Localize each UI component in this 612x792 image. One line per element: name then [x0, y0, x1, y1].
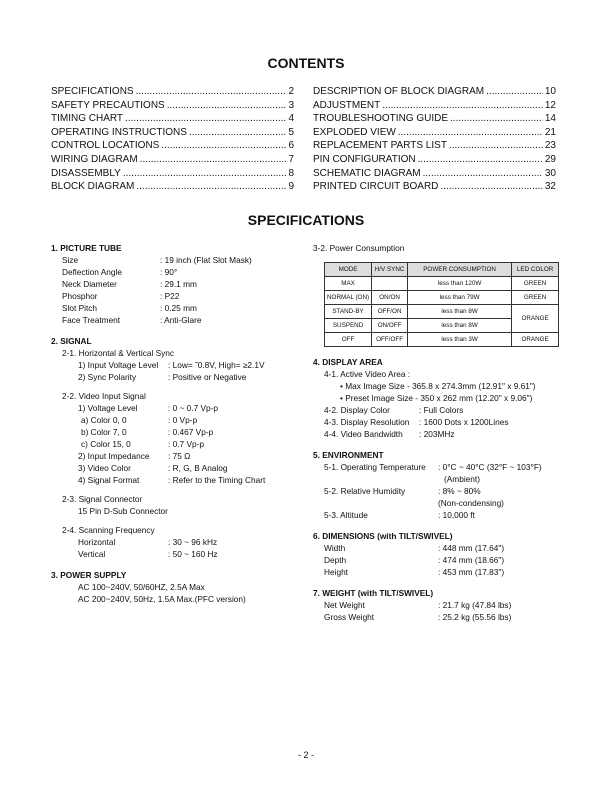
- connector-value: 15 Pin D-Sub Connector: [78, 506, 168, 516]
- power-consumption-heading: 3-2. Power Consumption: [313, 243, 405, 253]
- spec-row: Deflection Angle : 90°: [62, 267, 178, 277]
- spec-left-column: [51, 242, 301, 605]
- spec-row: 2) Input Impedance : 75 Ω: [78, 451, 191, 461]
- toc-entry[interactable]: [51, 153, 294, 167]
- spec-right-column: [313, 242, 563, 623]
- spec-row: Vertical : 50 ~ 160 Hz: [78, 549, 218, 559]
- table-row: SUSPEND ON/OFF less than 8W: [325, 319, 559, 333]
- toc-label: BLOCK DIAGRAM: [51, 181, 135, 193]
- toc-page: 29: [544, 153, 556, 165]
- spec-row: Gross Weight : 25.2 kg (55.56 lbs): [324, 612, 512, 622]
- sync-subheading: 2-1. Horizontal & Vertical Sync: [62, 348, 175, 358]
- toc-label: ADJUSTMENT: [313, 99, 381, 111]
- toc-label: CONTROL LOCATIONS: [51, 140, 160, 152]
- toc-entry[interactable]: [313, 167, 556, 181]
- table-header-row: [325, 263, 559, 277]
- toc-entry[interactable]: [313, 180, 556, 194]
- spec-row: Neck Diameter : 29.1 mm: [62, 279, 197, 289]
- toc-page: 10: [544, 86, 556, 97]
- toc-label: TROUBLESHOOTING GUIDE: [313, 113, 449, 125]
- spec-note: (Ambient): [444, 474, 480, 484]
- connector-subheading: 2-3. Signal Connector: [62, 494, 143, 504]
- table-row: NORMAL (ON) ON/ON less than 79W GREEN: [325, 291, 559, 305]
- toc-page: 30: [544, 167, 556, 179]
- table-row: OFF OFF/OFF less than 3W ORANGE: [325, 333, 559, 347]
- toc-entry[interactable]: [51, 112, 294, 126]
- table-header-cell: MODE: [325, 263, 372, 277]
- power-supply-line: AC 200~240V, 50Hz, 1.5A Max.(PFC version): [78, 594, 246, 604]
- environment-heading: 5. ENVIRONMENT: [313, 450, 384, 460]
- spec-note: (Non-condensing): [438, 498, 504, 508]
- spec-row: Face Treatment : Anti-Glare: [62, 315, 202, 325]
- specifications-title: SPECIFICATIONS: [247, 212, 365, 228]
- weight-heading: 7. WEIGHT (with TILT/SWIVEL): [313, 588, 434, 598]
- power-consumption-table: [324, 262, 559, 347]
- toc-label: REPLACEMENT PARTS LIST: [313, 140, 447, 152]
- toc-label: SAFETY PRECAUTIONS: [51, 99, 165, 111]
- table-header-cell: H/V SYNC: [372, 263, 408, 277]
- toc-entry[interactable]: [313, 85, 556, 99]
- toc-label: DISASSEMBLY: [51, 167, 121, 179]
- signal-heading: 2. SIGNAL: [51, 336, 92, 346]
- toc-entry[interactable]: [313, 99, 556, 113]
- toc-right-column: [313, 85, 556, 194]
- toc-page: 32: [544, 181, 556, 193]
- spec-row: Phosphor : P22: [62, 291, 180, 301]
- toc-page: 9: [288, 181, 294, 193]
- spec-row: 3) Video Color : R, G, B Analog: [78, 463, 228, 473]
- spec-row: 5-3. Altitude : 10,000 ft: [324, 510, 475, 520]
- spec-row: Size : 19 inch (Flat Slot Mask): [62, 255, 252, 265]
- toc-entry[interactable]: [313, 112, 556, 126]
- spec-row: b) Color 7, 0 : 0.467 Vp-p: [81, 427, 214, 437]
- table-row: MAX less than 120W GREEN: [325, 277, 559, 291]
- toc-page: 21: [544, 126, 556, 138]
- table-header-cell: LED COLOR: [512, 263, 559, 277]
- contents-title: CONTENTS: [267, 55, 345, 71]
- toc-entry[interactable]: [51, 85, 294, 99]
- video-subheading: 2-2. Video Input Signal: [62, 391, 146, 401]
- toc-left-column: [51, 85, 294, 194]
- toc-label: PIN CONFIGURATION: [313, 153, 416, 165]
- toc-page: 14: [544, 113, 556, 125]
- spec-row: 1) Input Voltage Level : Low= ˜0.8V, High= ≥2.1V: [78, 360, 265, 370]
- table-row: STAND-BY OFF/ON less than 8W ORANGE: [325, 305, 559, 319]
- table-header-cell: POWER CONSUMPTION: [408, 263, 512, 277]
- toc-label: DESCRIPTION OF BLOCK DIAGRAM: [313, 86, 485, 97]
- spec-row: c) Color 15, 0 : 0.7 Vp-p: [81, 439, 204, 449]
- toc-page: 2: [288, 86, 294, 97]
- toc-entry[interactable]: [51, 139, 294, 153]
- spec-row: Net Weight : 21.7 kg (47.84 lbs): [324, 600, 512, 610]
- toc-label: SCHEMATIC DIAGRAM: [313, 167, 421, 179]
- page-number: - 2 -: [297, 750, 314, 760]
- spec-row: Horizontal : 30 ~ 96 kHz: [78, 537, 218, 547]
- spec-row: 5-2. Relative Humidity : 8% ~ 80%: [324, 486, 481, 496]
- toc-entry[interactable]: [51, 99, 294, 113]
- toc-label: TIMING CHART: [51, 113, 124, 125]
- toc-label: OPERATING INSTRUCTIONS: [51, 126, 187, 138]
- toc-page: 23: [544, 140, 556, 152]
- toc-page: 3: [288, 99, 294, 111]
- toc-page: 5: [288, 126, 294, 138]
- scan-subheading: 2-4. Scanning Frequency: [62, 525, 155, 535]
- toc-entry[interactable]: [313, 126, 556, 140]
- max-image-size: • Max Image Size - 365.8 x 274.3mm (12.91" x 9.61"): [340, 381, 536, 391]
- toc-label: WIRING DIAGRAM: [51, 153, 138, 165]
- spec-row: 4-2. Display Color : Full Colors: [324, 405, 464, 415]
- toc-label: PRINTED CIRCUIT BOARD: [313, 181, 439, 193]
- spec-row: 4) Signal Format : Refer to the Timing Chart: [78, 475, 266, 485]
- dimensions-heading: 6. DIMENSIONS (with TILT/SWIVEL): [313, 531, 453, 541]
- display-area-heading: 4. DISPLAY AREA: [313, 357, 383, 367]
- toc-page: 4: [288, 113, 294, 125]
- toc-page: 8: [288, 167, 294, 179]
- picture-tube-heading: 1. PICTURE TUBE: [51, 243, 122, 253]
- spec-row: a) Color 0, 0 : 0 Vp-p: [81, 415, 198, 425]
- toc-label: EXPLODED VIEW: [313, 126, 396, 138]
- spec-row: Width : 448 mm (17.64"): [324, 543, 505, 553]
- spec-row: 4-4. Video Bandwidth : 203MHz: [324, 429, 455, 439]
- toc-entry[interactable]: [51, 180, 294, 194]
- preset-image-size: • Preset Image Size - 350 x 262 mm (12.20" x 9.06"): [340, 393, 533, 403]
- power-supply-line: AC 100~240V, 50/60HZ, 2.5A Max: [78, 582, 205, 592]
- toc-entry[interactable]: [313, 139, 556, 153]
- toc-page: 6: [288, 140, 294, 152]
- toc-entry[interactable]: [313, 153, 556, 167]
- spec-row: 1) Voltage Level : 0 ~ 0.7 Vp-p: [78, 403, 219, 413]
- spec-row: 5-1. Operating Temperature : 0°C ~ 40°C (32°F ~ 103°F): [324, 462, 542, 472]
- active-area-label: 4-1. Active Video Area :: [324, 369, 411, 379]
- toc-page: 12: [544, 99, 556, 111]
- spec-row: Height : 453 mm (17.83"): [324, 567, 505, 577]
- spec-row: Slot Pitch : 0.25 mm: [62, 303, 197, 313]
- toc-label: SPECIFICATIONS: [51, 86, 134, 97]
- toc-entry[interactable]: [51, 126, 294, 140]
- spec-row: 2) Sync Polarity : Positive or Negative: [78, 372, 247, 382]
- toc-entry[interactable]: [51, 167, 294, 181]
- toc-page: 7: [288, 153, 294, 165]
- power-supply-heading: 3. POWER SUPPLY: [51, 570, 127, 580]
- spec-row: 4-3. Display Resolution : 1600 Dots x 1200Lines: [324, 417, 509, 427]
- spec-row: Depth : 474 mm (18.66"): [324, 555, 505, 565]
